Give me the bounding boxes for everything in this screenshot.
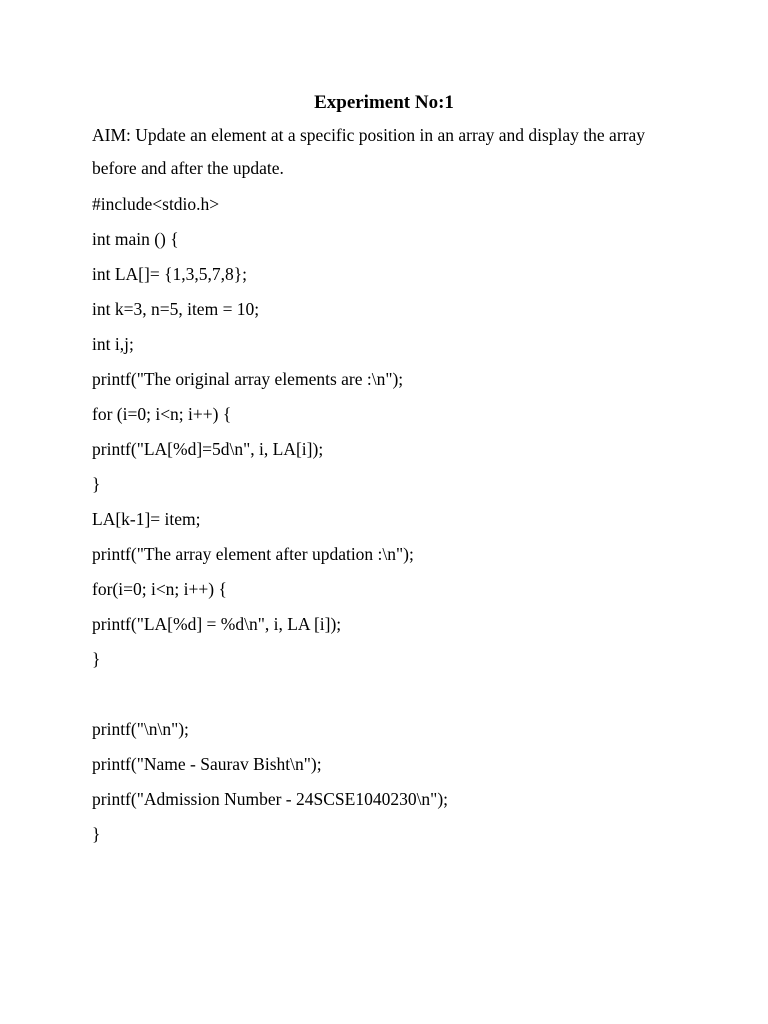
code-line: printf("LA[%d]=5d\n", i, LA[i]); <box>92 439 324 459</box>
code-line: int LA[]= {1,3,5,7,8}; <box>92 264 247 284</box>
code-line: printf("Name - Saurav Bisht\n"); <box>92 754 322 774</box>
code-line: printf("\n\n"); <box>92 719 189 739</box>
document-title: Experiment No:1 <box>314 92 454 113</box>
code-line: printf("LA[%d] = %d\n", i, LA [i]); <box>92 614 342 634</box>
aim-line-1: AIM: Update an element at a specific position in an array and display the array <box>92 125 645 145</box>
code-line: for (i=0; i<n; i++) { <box>92 404 232 424</box>
code-line: } <box>92 649 101 669</box>
code-line: int k=3, n=5, item = 10; <box>92 299 260 319</box>
code-line: printf("The array element after updation :\n"); <box>92 544 414 564</box>
code-line: for(i=0; i<n; i++) { <box>92 579 227 599</box>
code-line: LA[k-1]= item; <box>92 509 201 529</box>
code-line: int main () { <box>92 229 179 249</box>
aim-line-2: before and after the update. <box>92 158 284 178</box>
code-line: printf("The original array elements are :\n"); <box>92 369 404 389</box>
code-line: } <box>92 474 101 494</box>
code-line: } <box>92 824 101 844</box>
code-line: #include<stdio.h> <box>92 194 220 214</box>
code-line: int i,j; <box>92 334 134 354</box>
code-line: printf("Admission Number - 24SCSE1040230\n"); <box>92 789 449 809</box>
